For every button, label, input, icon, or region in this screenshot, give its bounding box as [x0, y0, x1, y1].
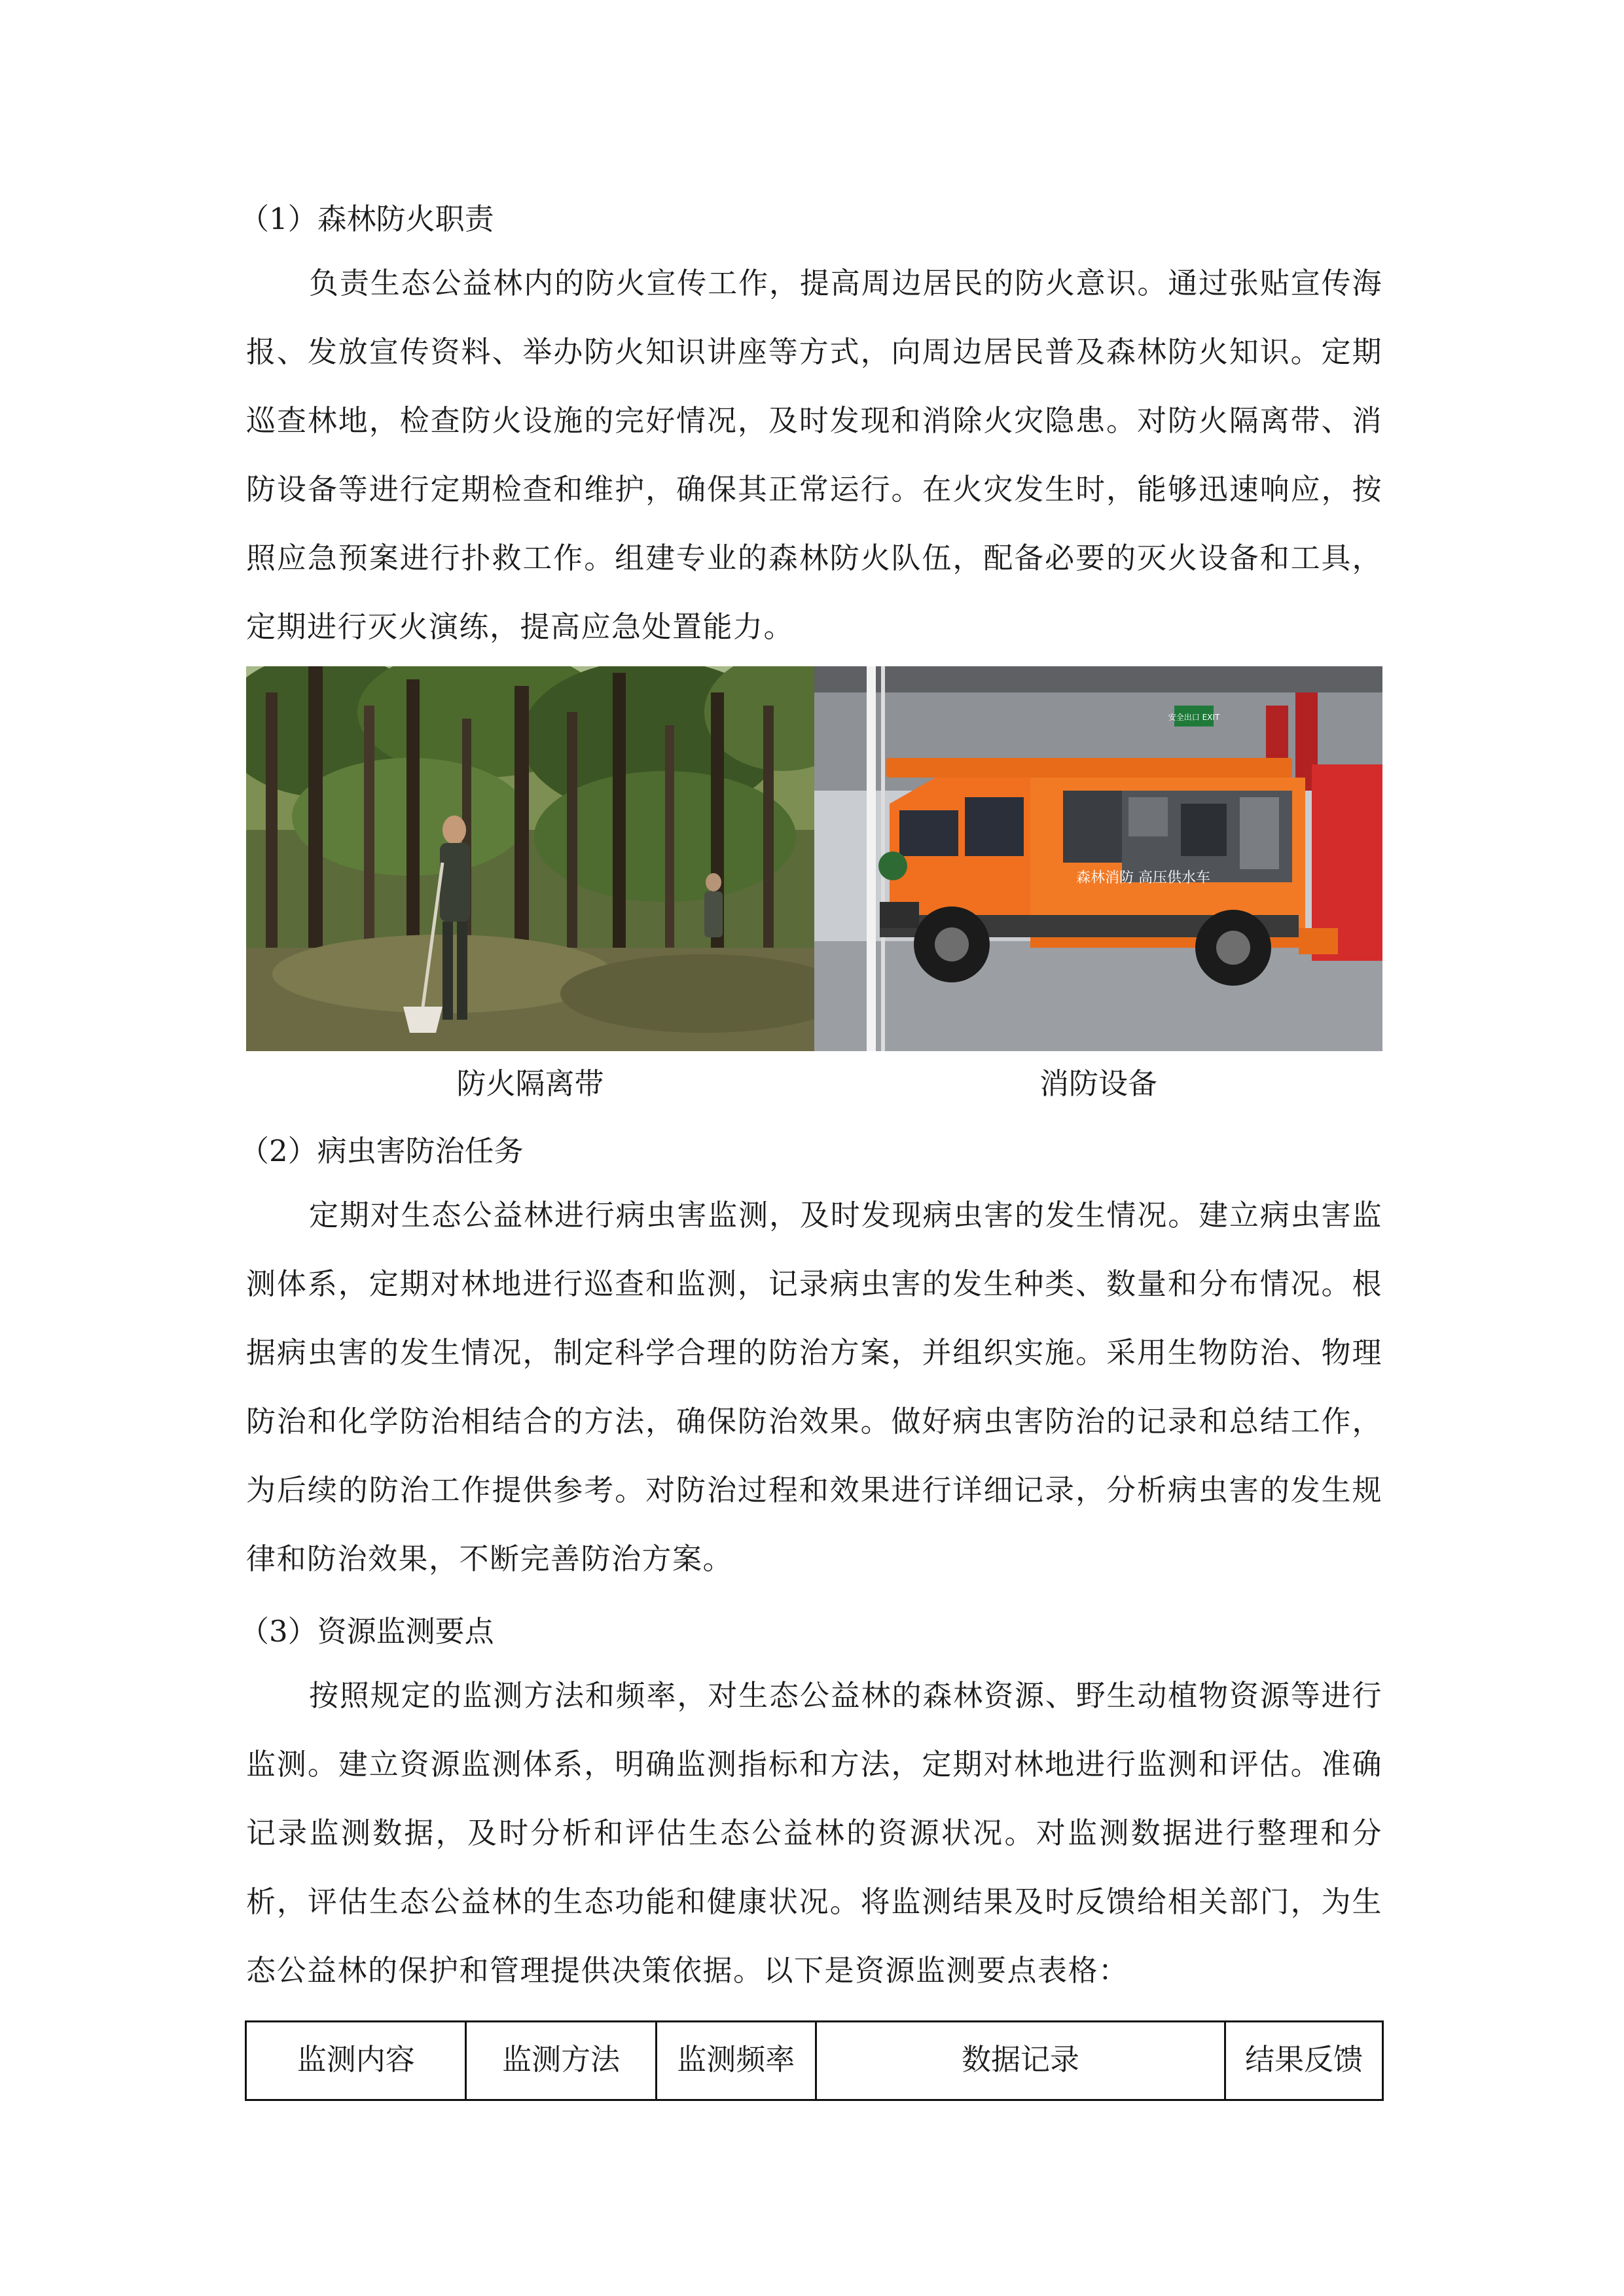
table-header-cell: 结果反馈 [1225, 2022, 1383, 2100]
fire-equipment-photo [814, 666, 1382, 1051]
exit-sign-text: 安全出口 EXIT [1168, 713, 1220, 722]
firebreak-photo [246, 666, 814, 1051]
table-header-row [246, 2022, 1383, 2100]
table-header-cell: 监测频率 [656, 2022, 816, 2100]
table-header-cell: 数据记录 [816, 2022, 1225, 2100]
document-page [240, 190, 1382, 2101]
photo-captions [246, 1058, 1382, 1110]
section-paragraph-pest-control: 定期对生态公益林进行病虫害监测，及时发现病虫害的发生情况。建立病虫害监测体系，定期对林地进行巡查和监测，记录病虫害的发生种类、数量和分布情况。根据病虫害的发生情况，制定科学合理的防治方案，并组织实施。采用生物防治、物理防治和化学防治相结合的方法，确保防治效果。做好病虫害防治的记录和总结工作，为后续的防治工作提供参考。对防治过程和效果进行详细记录，分析病虫害的发生规律和防治效果，不断完善防治方案。 [246, 1198, 1382, 1576]
truck-door-text: 森林消防 高压供水车 [1076, 870, 1210, 886]
fire-truck-illustration [814, 666, 1382, 1051]
fire-equipment-caption: 消防设备 [1039, 1066, 1157, 1101]
section-paragraph-resource-monitoring: 按照规定的监测方法和频率，对生态公益林的森林资源、野生动植物资源等进行监测。建立资源监测体系，明确监测指标和方法，定期对林地进行监测和评估。准确记录监测数据，及时分析和评估生态公益林的资源状况。对监测数据进行整理和分析，评估生态公益林的生态功能和健康状况。将监测结果及时反馈给相关部门，为生态公益林的保护和管理提供决策依据。以下是资源监测要点表格： [246, 1678, 1382, 1988]
section-heading-pest-control: （2）病虫害防治任务 [240, 1134, 524, 1168]
section-heading-fire-prevention: （1）森林防火职责 [240, 202, 494, 236]
table-header-cell: 监测内容 [246, 2022, 466, 2100]
monitoring-table [245, 2020, 1384, 2101]
section-paragraph-fire-prevention: 负责生态公益林内的防火宣传工作，提高周边居民的防火意识。通过张贴宣传海报、发放宣传资料、举办防火知识讲座等方式，向周边居民普及森林防火知识。定期巡查林地，检查防火设施的完好情况，及时发现和消除火灾隐患。对防火隔离带、消防设备等进行定期检查和维护，确保其正常运行。在火灾发生时，能够迅速响应，按照应急预案进行扑救工作。组建专业的森林防火队伍，配备必要的灭火设备和工具，定期进行灭火演练，提高应急处置能力。 [246, 266, 1382, 644]
forest-illustration [246, 666, 814, 1051]
section-heading-resource-monitoring: （3）资源监测要点 [240, 1614, 494, 1649]
photo-row [246, 666, 1382, 1051]
firebreak-caption: 防火隔离带 [456, 1066, 604, 1101]
table-header-cell: 监测方法 [466, 2022, 657, 2100]
